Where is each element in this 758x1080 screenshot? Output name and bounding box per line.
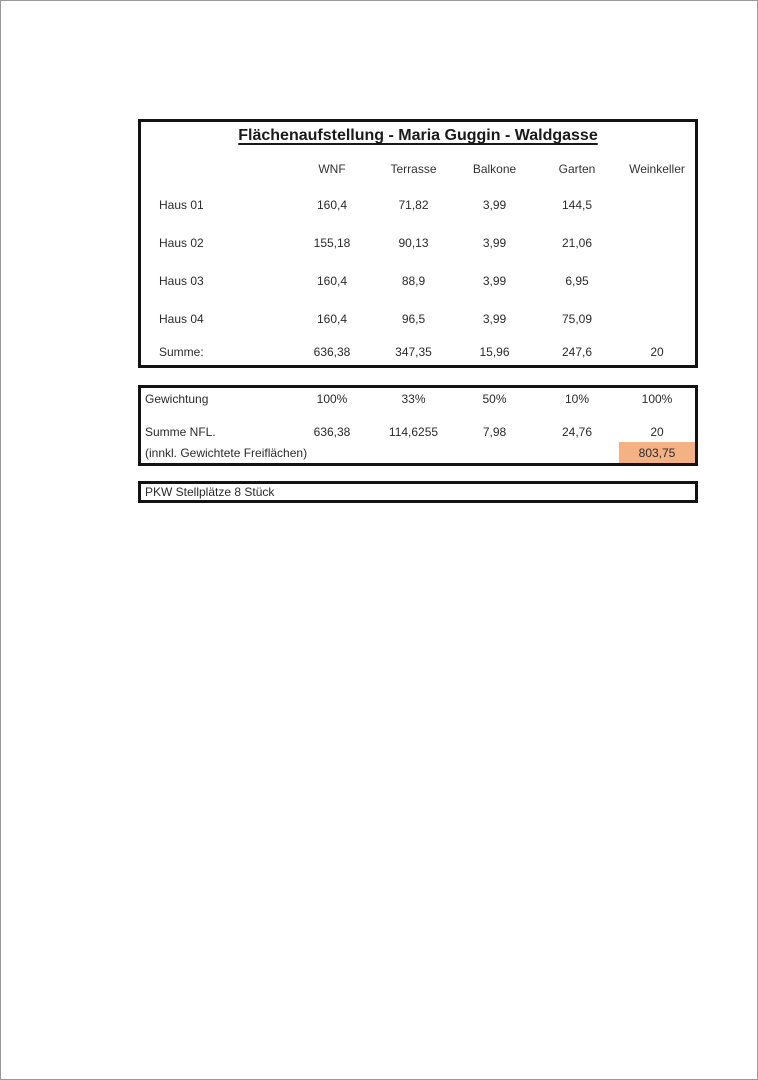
spacer-row [141,409,695,421]
table-row-haus-01 [141,186,695,224]
cell-terrasse: 33% [401,391,426,406]
page-title: Flächenaufstellung - Maria Guggin - Waldgasse [238,127,598,144]
column-header-row [141,152,695,186]
cell-terrasse: 347,35 [395,344,432,359]
cell-terrasse: 88,9 [401,274,426,288]
cell-balkone: 7,98 [482,424,507,439]
row-label: (innkl. Gewichtete Freiflächen) [145,445,308,460]
cell-weinkeller: 20 [650,344,664,359]
cell-balkone: 3,99 [482,236,507,250]
cell-weinkeller [619,186,695,224]
table-row-haus-02 [141,224,695,262]
row-label: Haus 03 [159,274,204,288]
cell-wnf: 100% [316,391,348,406]
weighting-table [141,388,695,463]
row-label: Summe NFL. [145,424,216,439]
row-label: Summe: [159,344,204,359]
area-summary-table [141,152,695,365]
cell-balkone: 3,99 [482,274,507,288]
cell-wnf: 160,4 [316,312,348,326]
column-header-balkone: Balkone [472,162,517,176]
parking-note-box [138,481,698,503]
table-row-gewichtung [141,388,695,409]
parking-note-text: PKW Stellplätze 8 Stück [145,485,275,499]
cell-weinkeller [619,300,695,338]
row-label: Haus 01 [159,198,204,212]
column-header-terrasse: Terrasse [390,162,437,176]
cell-balkone: 15,96 [479,344,510,359]
highlighted-total-cell: 803,75 [619,442,695,463]
cell-weinkeller [619,224,695,262]
column-header-weinkeller: Weinkeller [629,162,685,176]
row-label: Gewichtung [145,391,209,406]
column-header-empty [141,152,291,186]
row-label: Haus 04 [159,312,204,326]
table-row-freiflaechen [141,442,695,463]
cell-garten: 21,06 [561,236,593,250]
cell-garten: 247,6 [561,344,593,359]
cell-balkone: 3,99 [482,312,507,326]
column-header-garten: Garten [558,162,596,176]
cell-wnf: 155,18 [313,236,351,250]
cell-garten: 6,95 [565,274,589,288]
cell-terrasse: 114,6255 [388,424,439,439]
cell-wnf: 636,38 [313,344,351,359]
cell-wnf: 636,38 [313,424,351,439]
area-summary-box [138,119,698,368]
cell-garten: 144,5 [561,198,593,212]
table-row-summe [141,338,695,365]
cell-wnf: 160,4 [316,198,348,212]
cell-garten: 24,76 [561,424,593,439]
cell-weinkeller: 20 [650,424,664,439]
cell-wnf: 160,4 [316,274,348,288]
weighting-box [138,385,698,466]
cell-terrasse: 71,82 [398,198,429,212]
cell-balkone: 50% [482,391,507,406]
cell-terrasse: 90,13 [398,236,429,250]
cell-weinkeller: 100% [641,391,673,406]
cell-garten: 75,09 [561,312,593,326]
cell-weinkeller [619,262,695,300]
table-row-haus-04 [141,300,695,338]
cell-terrasse: 96,5 [401,312,426,326]
cell-garten: 10% [564,391,590,406]
table-row-haus-03 [141,262,695,300]
column-header-wnf: WNF [318,162,346,176]
cell-balkone: 3,99 [482,198,507,212]
row-label: Haus 02 [159,236,204,250]
table-row-summe-nfl [141,421,695,442]
